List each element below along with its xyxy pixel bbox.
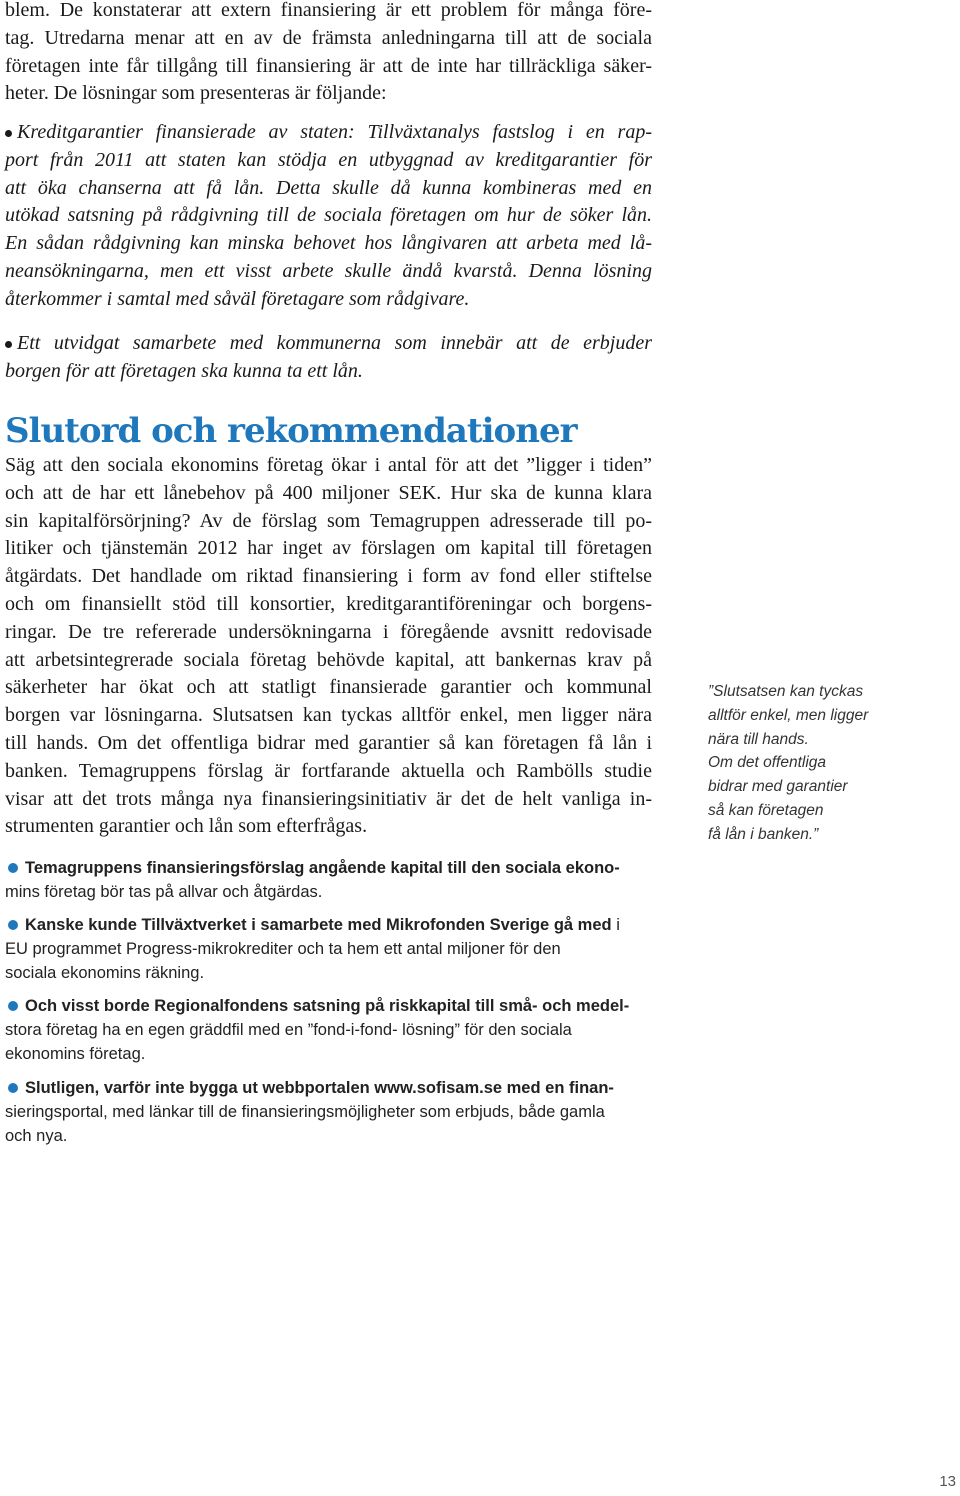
recommendation-lead: Och visst borde Regionalfondens satsning på riskkapital till små- och medel- [25, 997, 630, 1015]
bullet-icon [5, 130, 12, 137]
pull-quote-line: nära till hands. [708, 730, 809, 748]
solution-line: utökad satsning på rådgivning till de sociala företagen om hur de söker lån. [5, 204, 652, 227]
recommendation-item [5, 1077, 652, 1148]
recommendation-lead: Temagruppens finansieringsförslag angående kapital till den sociala ekono- [25, 859, 620, 877]
recommendation-lead: Kanske kunde Tillväxtverket i samarbete med Mikrofonden Sverige gå med [25, 916, 612, 934]
bullet-icon [8, 863, 18, 873]
pull-quote-line: Om det offentliga [708, 754, 827, 772]
solution-line [5, 119, 652, 147]
page-number: 13 [939, 1473, 956, 1490]
solution-line: återkommer i samtal med såväl företagare som rådgivare. [5, 287, 470, 310]
bullet-icon [8, 920, 18, 930]
recommendation-item [5, 995, 652, 1066]
solution-text: Kreditgarantier finansierade av staten: Tillväxtanalys fastslog i en rap- [17, 121, 652, 143]
pull-quote-line: ”Slutsatsen kan tyckas [708, 683, 864, 700]
body-line: till hands. Om det offentliga bidrar med garantier så kan företagen få lån i [5, 731, 652, 754]
bullet-icon [5, 341, 12, 348]
recommendation-item [5, 857, 652, 905]
recommendation-line [5, 1077, 652, 1101]
recommendation-line: och nya. [5, 1126, 68, 1145]
body-line: och att de har ett lånebehov på 400 miljoner SEK. Hur ska de kunna klara [5, 481, 652, 504]
pull-quote-line: få lån i banken.” [708, 825, 819, 843]
body-paragraph [5, 452, 652, 841]
solution-line: port från 2011 att staten kan stödja en utbyggnad av kreditgarantier för [5, 148, 652, 171]
recommendation-line [5, 914, 652, 938]
pull-quote-line: alltför enkel, men ligger [708, 706, 869, 724]
body-line: strumenten garantier och lån som efterfrågas. [5, 815, 368, 838]
recommendation-line: stora företag ha en egen gräddfil med en ”fond-i-fond- lösning” för den sociala [5, 1020, 572, 1039]
intro-line: företagen inte får tillgång till finansiering är att de inte har tillräckliga säker- [5, 54, 652, 77]
pull-quote [708, 680, 868, 847]
body-line: att arbetsintegrerade sociala företag behövde kapital, att bankernas krav på [5, 648, 652, 671]
solution-line: att öka chanserna att få lån. Detta skulle då kunna kombineras med en [5, 176, 652, 199]
body-line: åtgärdats. Det handlade om riktad finansiering i form av fond eller stiftelse [5, 565, 652, 588]
body-line: borgen var lösningarna. Slutsatsen kan tyckas alltför enkel, men ligger nära [5, 704, 652, 727]
bullet-icon [8, 1001, 18, 1011]
recommendation-line: sociala ekonomins räkning. [5, 963, 205, 982]
solution-line: En sådan rådgivning kan minska behovet hos långivaren att arbeta med lå- [5, 232, 652, 255]
body-line: ringar. De tre refererade undersökningarna i föregående avsnitt redovisade [5, 620, 652, 643]
body-line: Säg att den sociala ekonomins företag ökar i antal för att det ”ligger i tiden” [5, 454, 652, 476]
body-line: litiker och tjänstemän 2012 har inget av förslagen om kapital till företagen [5, 537, 652, 560]
body-line: banken. Temagruppens förslag är fortfarande aktuella och Rambölls studie [5, 759, 652, 782]
solution-line: neansökningarna, men ett visst arbete skulle ändå kvarstå. Denna lösning [5, 259, 652, 282]
intro-paragraph [5, 0, 652, 108]
recommendation-text: i [616, 916, 620, 934]
section-heading: Slutord och rekommendationer [5, 411, 577, 451]
solution-text: Ett utvidgat samarbete med kommunerna som innebär att de erbjuder [17, 332, 652, 354]
solution-item [5, 330, 652, 386]
body-line: och om finansiellt stöd till konsortier, kreditgarantiföreningar och borgens- [5, 592, 652, 615]
intro-line: blem. De konstaterar att extern finansiering är ett problem för många före- [5, 0, 652, 21]
intro-line: heter. De lösningar som presenteras är följande: [5, 82, 387, 105]
recommendation-item [5, 914, 652, 985]
body-line: säkerheter har ökat och att statligt finansierade garantier och kommunal [5, 676, 652, 699]
recommendation-line: mins företag bör tas på allvar och åtgärdas. [5, 882, 323, 901]
recommendation-line: ekonomins företag. [5, 1044, 146, 1063]
body-line: visar att det trots många nya finansieringsinitiativ är det de helt vanliga in- [5, 787, 652, 810]
pull-quote-line: så kan företagen [708, 801, 824, 819]
bullet-icon [8, 1083, 18, 1093]
recommendation-line [5, 995, 652, 1019]
recommendation-line [5, 857, 652, 881]
recommendation-lead: Slutligen, varför inte bygga ut webbportalen www.sofisam.se med en finan- [25, 1079, 614, 1097]
solution-item [5, 119, 652, 314]
solution-line [5, 330, 652, 358]
intro-line: tag. Utredarna menar att en av de främsta anledningarna till att de sociala [5, 26, 652, 49]
body-line: sin kapitalförsörjning? Av de förslag som Temagruppen adresserade till po- [5, 509, 652, 532]
pull-quote-line: bidrar med garantier [708, 778, 848, 796]
solution-line: borgen för att företagen ska kunna ta ett lån. [5, 359, 363, 382]
recommendation-line: sieringsportal, med länkar till de finansieringsmöjligheter som erbjuds, både gamla [5, 1102, 605, 1121]
recommendation-line: EU programmet Progress-mikrokrediter och ta hem ett antal miljoner för den [5, 939, 561, 958]
